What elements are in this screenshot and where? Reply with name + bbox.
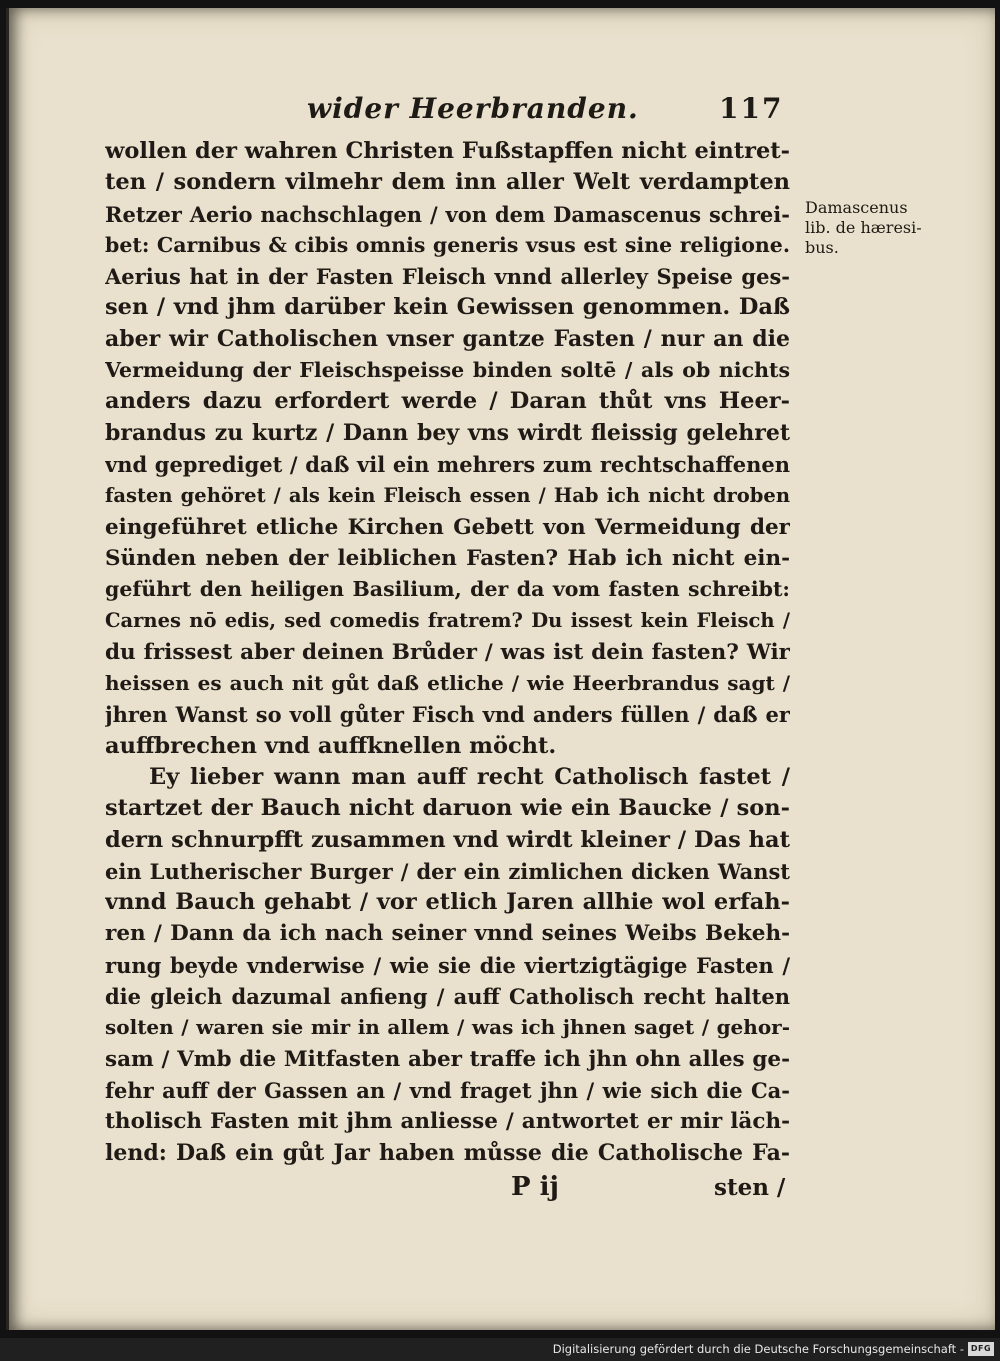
text-line: solten / waren sie mir in allem / was ich jhnen saget / gehor- [105, 1015, 790, 1040]
text-line: anders dazu erfordert werde / Daran thůt vns Heer- [105, 388, 790, 415]
text-line: bet: Carnibus & cibis omnis generis vsus est sine religione. [105, 232, 790, 257]
marginal-note-line: bus. [805, 238, 839, 257]
text-line: ein Lutherischer Burger / der ein zimlichen dicken Wanst [105, 858, 790, 884]
text-line: lend: Daß ein gůt Jar haben můsse die Catholische Fa- [105, 1139, 790, 1166]
text-line: Carnes nō edis, sed comedis fratrem? Du issest kein Fleisch / [105, 609, 790, 633]
text-line: aber wir Catholischen vnser gantze Fasten / nur an die [105, 325, 790, 352]
text-line: Vermeidung der Fleischspeisse binden soltē / als ob nichts [105, 358, 790, 383]
text-line: fasten gehöret / als kein Fleisch essen / Hab ich nicht droben [105, 484, 790, 508]
text-line: Retzer Aerio nachschlagen / von dem Damascenus schrei- [105, 201, 790, 227]
funding-credit: Digitalisierung gefördert durch die Deutsche Forschungsgemeinschaft - [552, 1342, 964, 1356]
text-line: sam / Vmb die Mitfasten aber traffe ich jhn ohn alles ge- [105, 1046, 790, 1072]
body-text [105, 136, 790, 1169]
signature-mark: P ij [511, 1172, 559, 1202]
catchword: sten / [714, 1174, 786, 1201]
marginal-note-line: lib. de hæresi- [805, 218, 922, 237]
text-line: ren / Dann da ich nach seiner vnnd seines Weibs Bekeh- [105, 921, 790, 947]
text-line: geführt den heiligen Basilium, der da vom fasten schreibt: [105, 577, 790, 602]
text-line: Sünden neben der leiblichen Fasten? Hab ich nicht ein- [105, 545, 790, 571]
paragraph-start-line: Ey lieber wann man auff recht Catholisch fastet / [149, 763, 790, 790]
text-line: Aerius hat in der Fasten Fleisch vnnd allerley Speise ges- [105, 264, 790, 290]
running-title: wider Heerbranden. [307, 92, 639, 125]
text-line: brandus zu kurtz / Dann bey vns wirdt fleissig gelehret [105, 419, 790, 446]
text-line: ten / sondern vilmehr dem inn aller Welt verdampten [105, 169, 790, 196]
text-line: tholisch Fasten mit jhm anliesse / antwortet er mir läch- [105, 1109, 790, 1135]
text-line: eingeführet etliche Kirchen Gebett von Vermeidung der [105, 514, 790, 540]
page-number: 117 [719, 92, 784, 125]
text-line: fehr auff der Gassen an / vnd fraget jhn / wie sich die Ca- [105, 1077, 790, 1103]
text-line: wollen der wahren Christen Fußstapffen nicht eintret- [105, 138, 790, 164]
dfg-logo-icon[interactable]: DFG [968, 1342, 994, 1356]
text-line: du frissest aber deinen Brůder / was ist dein fasten? Wir [105, 639, 790, 665]
book-page [6, 8, 995, 1330]
digitization-footer [0, 1338, 1000, 1361]
text-line: auffbrechen vnd auffknellen möcht. [105, 732, 557, 759]
text-line: vnd geprediget / daß vil ein mehrers zum rechtschaffenen [105, 451, 790, 477]
text-line: dern schnurpfft zusammen vnd wirdt kleiner / Das hat [105, 826, 790, 853]
running-head [299, 92, 799, 134]
marginal-note [805, 198, 935, 258]
text-line: heissen es auch nit gůt daß etliche / wie Heerbrandus sagt / [105, 671, 790, 696]
text-line: jhren Wanst so voll gůter Fisch vnd anders füllen / daß er [105, 702, 790, 728]
text-line: vnnd Bauch gehabt / vor etlich Jaren allhie wol erfah- [105, 889, 790, 916]
text-line: sen / vnd jhm darüber kein Gewissen genommen. Daß [105, 294, 790, 321]
text-line: startzet der Bauch nicht daruon wie ein Baucke / son- [105, 795, 790, 822]
text-line: die gleich dazumal anfieng / auff Catholisch recht halten [105, 984, 790, 1010]
text-line: rung beyde vnderwise / wie sie die viertzigtägige Fasten / [105, 952, 790, 978]
marginal-note-line: Damascenus [805, 198, 908, 217]
